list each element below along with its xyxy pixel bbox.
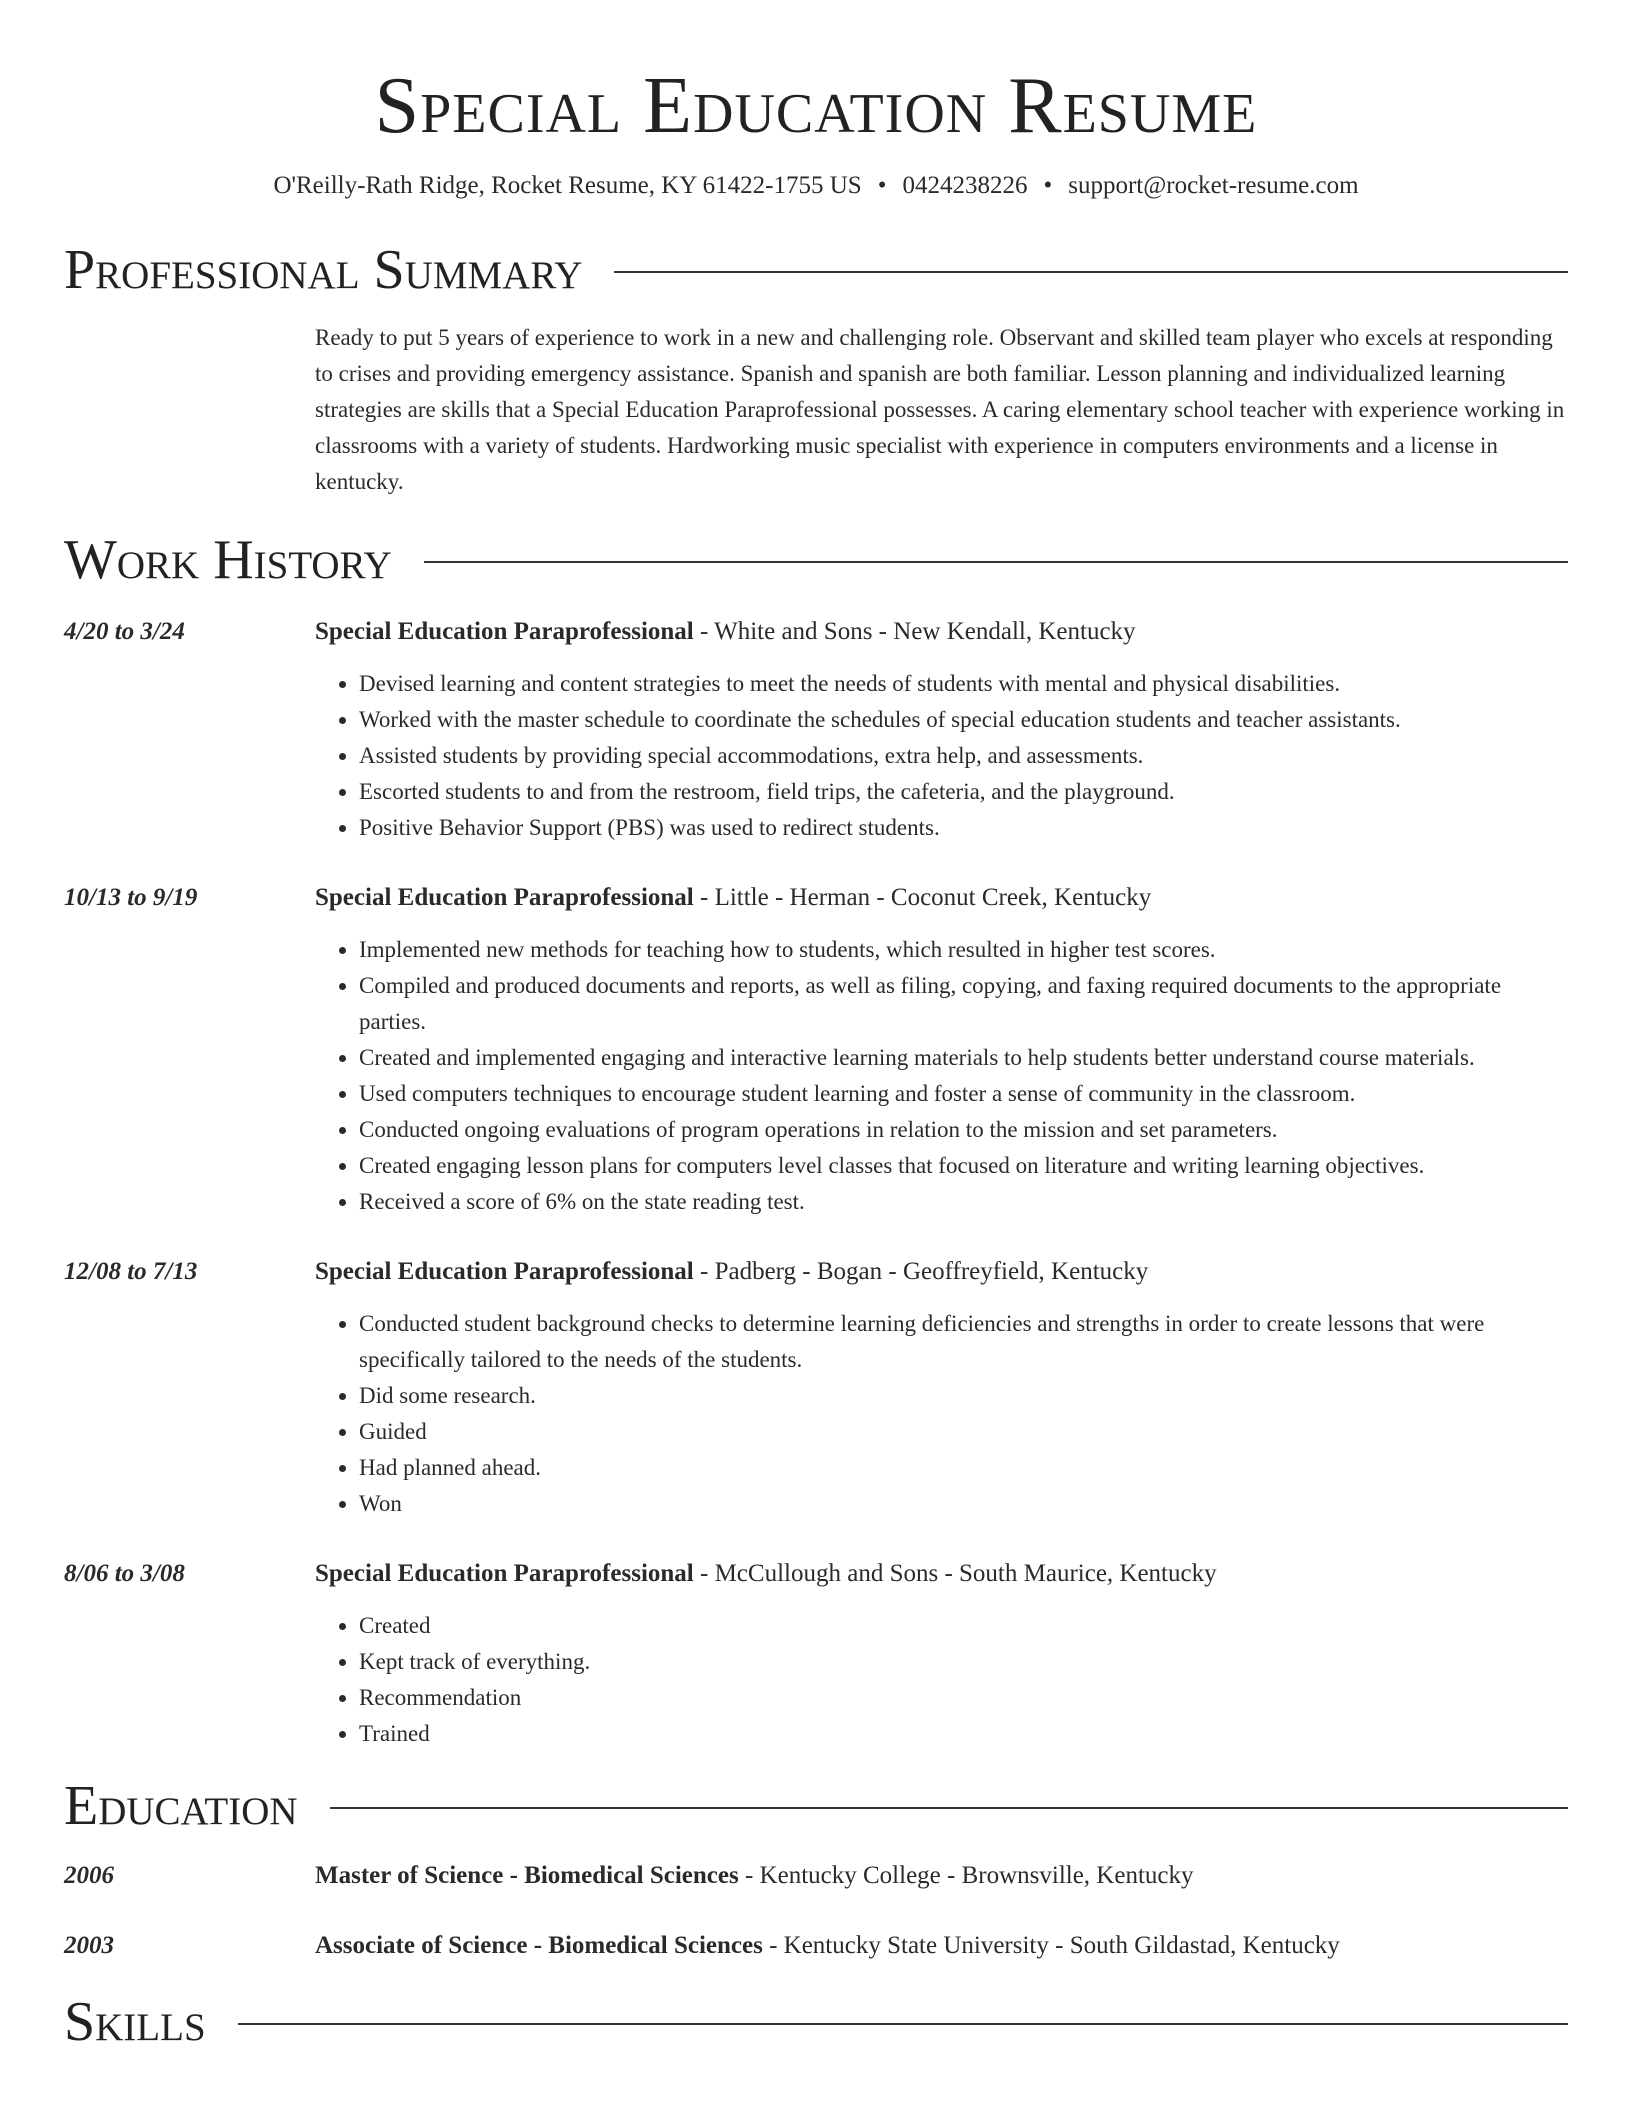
education-entry — [64, 1928, 1568, 1964]
job-title: Special Education Paraprofessional — [315, 884, 694, 911]
contact-separator: • — [877, 172, 887, 199]
job-employer: - Little - Herman - Coconut Creek, Kentucky — [693, 884, 1152, 911]
work-bullet: • Used computers techniques to encourage student learning and foster a sense of community in the classroom. — [359, 1076, 1568, 1112]
job-title: Special Education Paraprofessional — [315, 1560, 694, 1587]
work-bullet: • Conducted student background checks to determine learning deficiencies and strengths in order to create lessons that were specifically tailored to the needs of the students. — [359, 1306, 1568, 1378]
contact-separator: • — [1043, 172, 1053, 199]
work-title-line — [315, 614, 1568, 650]
summary-section-header — [64, 238, 1568, 302]
work-entry — [64, 1556, 1568, 1752]
work-title-line — [315, 1254, 1568, 1290]
school: - Kentucky State University - South Gildastad, Kentucky — [762, 1932, 1340, 1959]
work-bullets — [315, 932, 1568, 1220]
education-year: 2003 — [64, 1932, 114, 1959]
education-line — [315, 1858, 1194, 1894]
resume-page — [64, 0, 1568, 2054]
work-dates: 12/08 to 7/13 — [64, 1258, 198, 1285]
contact-address: O'Reilly-Rath Ridge, Rocket Resume, KY 61422-1755 US — [273, 172, 862, 199]
education-entry — [64, 1858, 1568, 1894]
education-section-header — [64, 1774, 1568, 1838]
work-bullets — [315, 1608, 1568, 1752]
section-divider — [238, 2023, 1568, 2025]
work-bullet: • Created engaging lesson plans for computers level classes that focused on literature and writing learning objectives. — [359, 1148, 1568, 1184]
contact-phone: 0424238226 — [902, 172, 1028, 199]
work-bullet: • Created — [359, 1608, 1568, 1644]
work-entry-body — [315, 1556, 1568, 1752]
school: - Kentucky College - Brownsville, Kentucky — [738, 1862, 1194, 1889]
resume-title: Special Education Resume — [374, 62, 1258, 150]
work-entry — [64, 1254, 1568, 1522]
work-bullets — [315, 1306, 1568, 1522]
work-dates: 10/13 to 9/19 — [64, 884, 198, 911]
work-dates: 4/20 to 3/24 — [64, 618, 185, 645]
section-divider — [424, 561, 1568, 563]
education-year: 2006 — [64, 1862, 114, 1889]
job-employer: - White and Sons - New Kendall, Kentucky — [693, 618, 1136, 645]
work-bullet: • Kept track of everything. — [359, 1644, 1568, 1680]
skills-section-header — [64, 1990, 1568, 2054]
work-section-header — [64, 528, 1568, 592]
skills-heading: Skills — [64, 1991, 206, 2053]
work-bullet: • Did some research. — [359, 1378, 1568, 1414]
education-line — [315, 1928, 1340, 1964]
work-bullet: • Compiled and produced documents and reports, as well as filing, copying, and faxing required documents to the appropriate parties. — [359, 968, 1568, 1040]
work-title-line — [315, 880, 1568, 916]
work-entry — [64, 880, 1568, 1220]
contact-email[interactable]: support@rocket-resume.com — [1068, 172, 1359, 199]
work-entry — [64, 614, 1568, 846]
work-heading: Work History — [64, 529, 392, 591]
degree: Associate of Science - Biomedical Sciences — [315, 1932, 763, 1959]
work-bullet: • Recommendation — [359, 1680, 1568, 1716]
work-bullet: • Trained — [359, 1716, 1568, 1752]
work-bullets — [315, 666, 1568, 846]
education-heading: Education — [64, 1775, 298, 1837]
work-bullet: • Worked with the master schedule to coordinate the schedules of special education students and teacher assistants. — [359, 702, 1568, 738]
job-title: Special Education Paraprofessional — [315, 1258, 694, 1285]
summary-heading: Professional Summary — [64, 239, 583, 301]
work-bullet: • Implemented new methods for teaching how to students, which resulted in higher test scores. — [359, 932, 1568, 968]
work-bullet: • Positive Behavior Support (PBS) was used to redirect students. — [359, 810, 1568, 846]
work-title-line — [315, 1556, 1568, 1592]
work-entry-body — [315, 1254, 1568, 1522]
summary-text: Ready to put 5 years of experience to work in a new and challenging role. Observant and skilled team player who excels at responding to crises and providing emergency assistance. Spanish and spanish are both familiar. Lesson planning and individualized learning strategies are skills that a Special Education Paraprofessional possesses. A caring elementary school teacher with experience working in classrooms with a variety of students. Hardworking music specialist with experience in computers environments and a license in kentucky. — [315, 325, 1565, 494]
job-employer: - McCullough and Sons - South Maurice, Kentucky — [693, 1560, 1217, 1587]
work-bullet: • Conducted ongoing evaluations of program operations in relation to the mission and set parameters. — [359, 1112, 1568, 1148]
job-title: Special Education Paraprofessional — [315, 618, 694, 645]
work-bullet: • Created and implemented engaging and interactive learning materials to help students better understand course materials. — [359, 1040, 1568, 1076]
work-bullet: • Guided — [359, 1414, 1568, 1450]
work-bullet: • Had planned ahead. — [359, 1450, 1568, 1486]
work-bullet: • Assisted students by providing special accommodations, extra help, and assessments. — [359, 738, 1568, 774]
section-divider — [614, 271, 1568, 273]
work-bullet: • Received a score of 6% on the state reading test. — [359, 1184, 1568, 1220]
work-bullet: • Escorted students to and from the restroom, field trips, the cafeteria, and the playground. — [359, 774, 1568, 810]
job-employer: - Padberg - Bogan - Geoffreyfield, Kentucky — [693, 1258, 1149, 1285]
work-dates: 8/06 to 3/08 — [64, 1560, 185, 1587]
work-bullet: • Devised learning and content strategies to meet the needs of students with mental and physical disabilities. — [359, 666, 1568, 702]
work-bullet: • Won — [359, 1486, 1568, 1522]
degree: Master of Science - Biomedical Sciences — [315, 1862, 739, 1889]
section-divider — [330, 1807, 1568, 1809]
work-entry-body — [315, 880, 1568, 1220]
work-entry-body — [315, 614, 1568, 846]
contact-line — [64, 170, 1568, 202]
